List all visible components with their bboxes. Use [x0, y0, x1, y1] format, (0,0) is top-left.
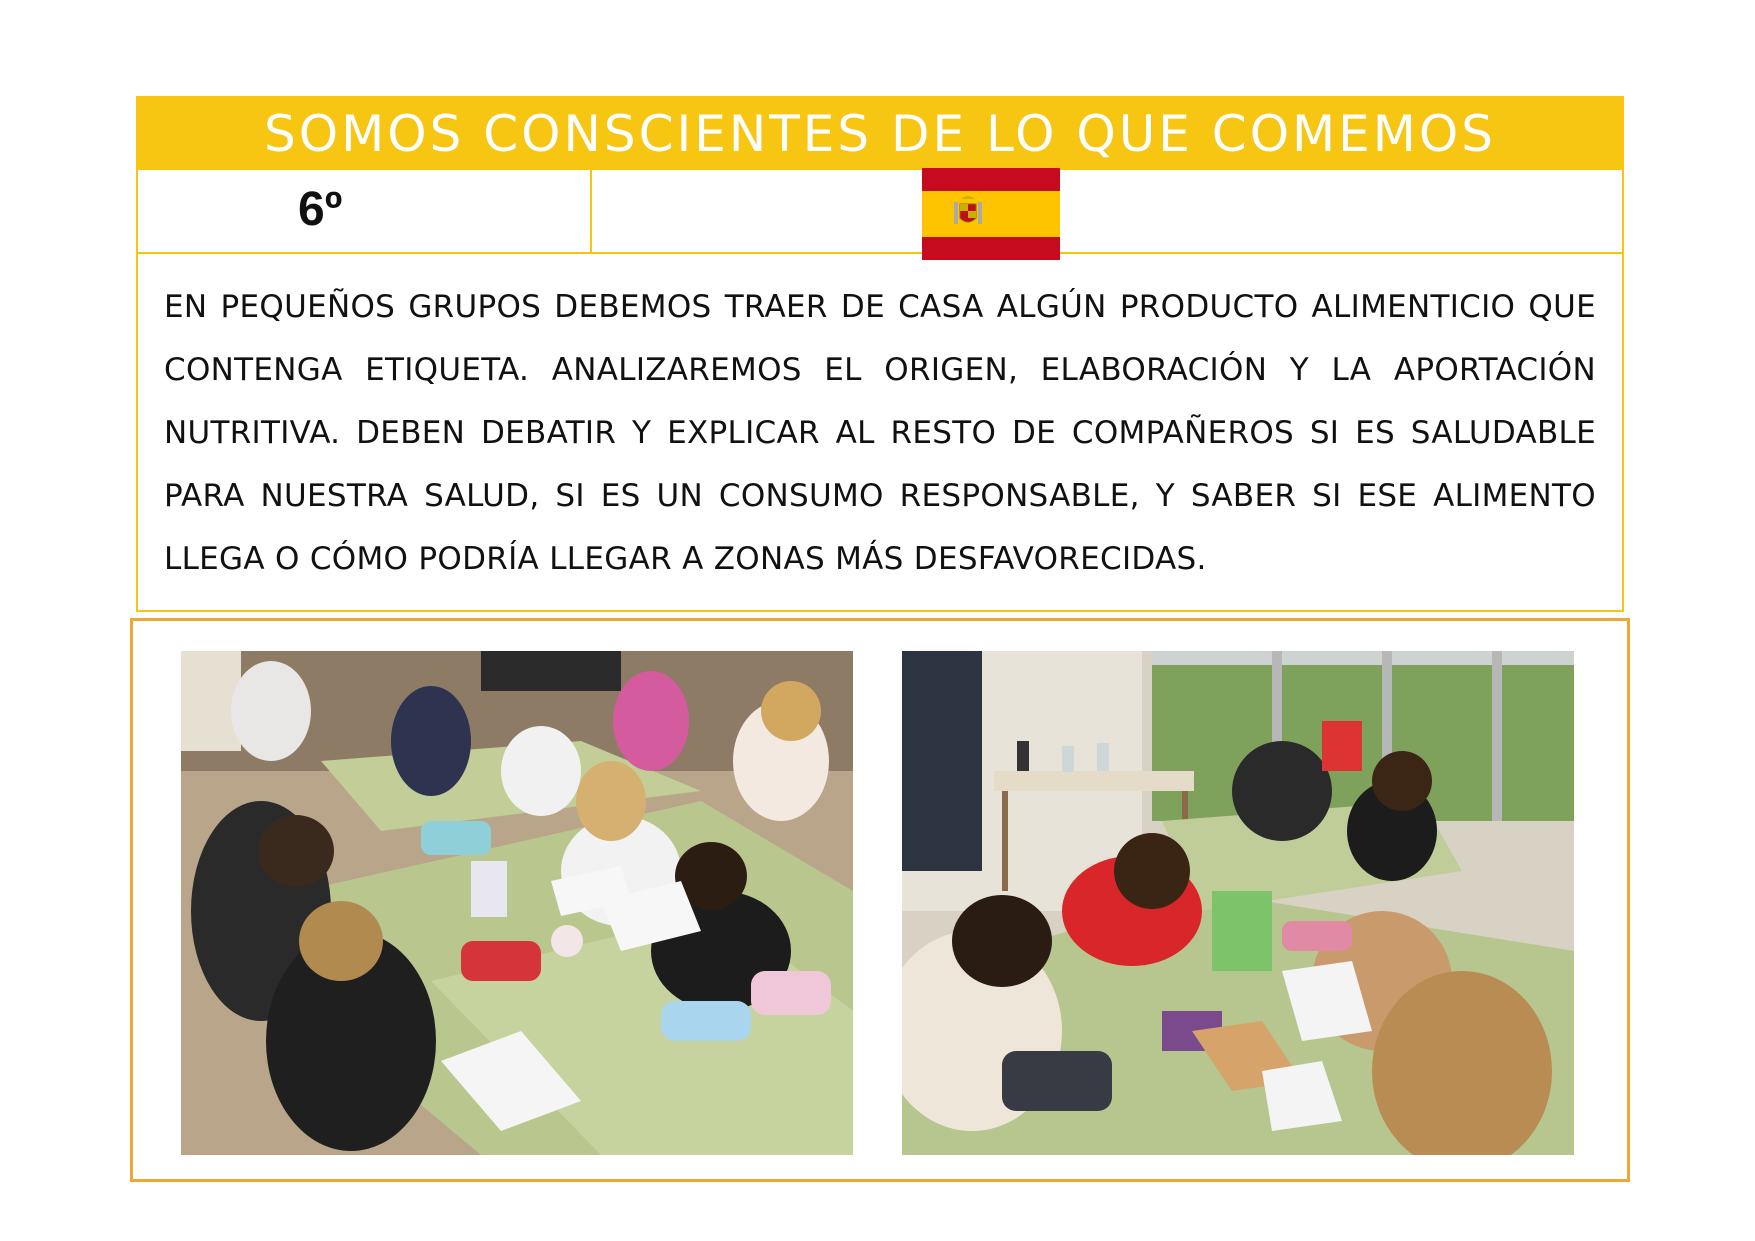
grade-label: 6º	[298, 183, 343, 236]
info-row	[138, 170, 1622, 254]
page-title: SOMOS CONSCIENTES DE LO QUE COMEMOS	[263, 105, 1497, 163]
title-bar	[138, 98, 1622, 170]
activity-card	[136, 96, 1624, 612]
grade-cell	[138, 170, 592, 252]
classroom-photo-2	[902, 651, 1574, 1155]
spain-flag-icon	[922, 168, 1060, 260]
activity-description: EN PEQUEÑOS GRUPOS DEBEMOS TRAER DE CASA ALGÚN PRODUCTO ALIMENTICIO QUE CONTENGA ETIQUETA. ANALIZAREMOS EL ORIGEN, ELABORACIÓN Y LA APORTACIÓN NUTRITIVA. DEBEN DEBATIR Y EXPLICAR AL RESTO DE COMPAÑEROS SI ES SALUDABLE PARA NUESTRA SALUD, SI ES UN CONSUMO RESPONSABLE, Y SABER SI ESE ALIMENTO LLEGA O CÓMO PODRÍA LLEGAR A ZONAS MÁS DESFAVORECIDAS.	[164, 289, 1596, 577]
photo-gallery	[130, 618, 1630, 1182]
classroom-photo-1	[181, 651, 853, 1155]
